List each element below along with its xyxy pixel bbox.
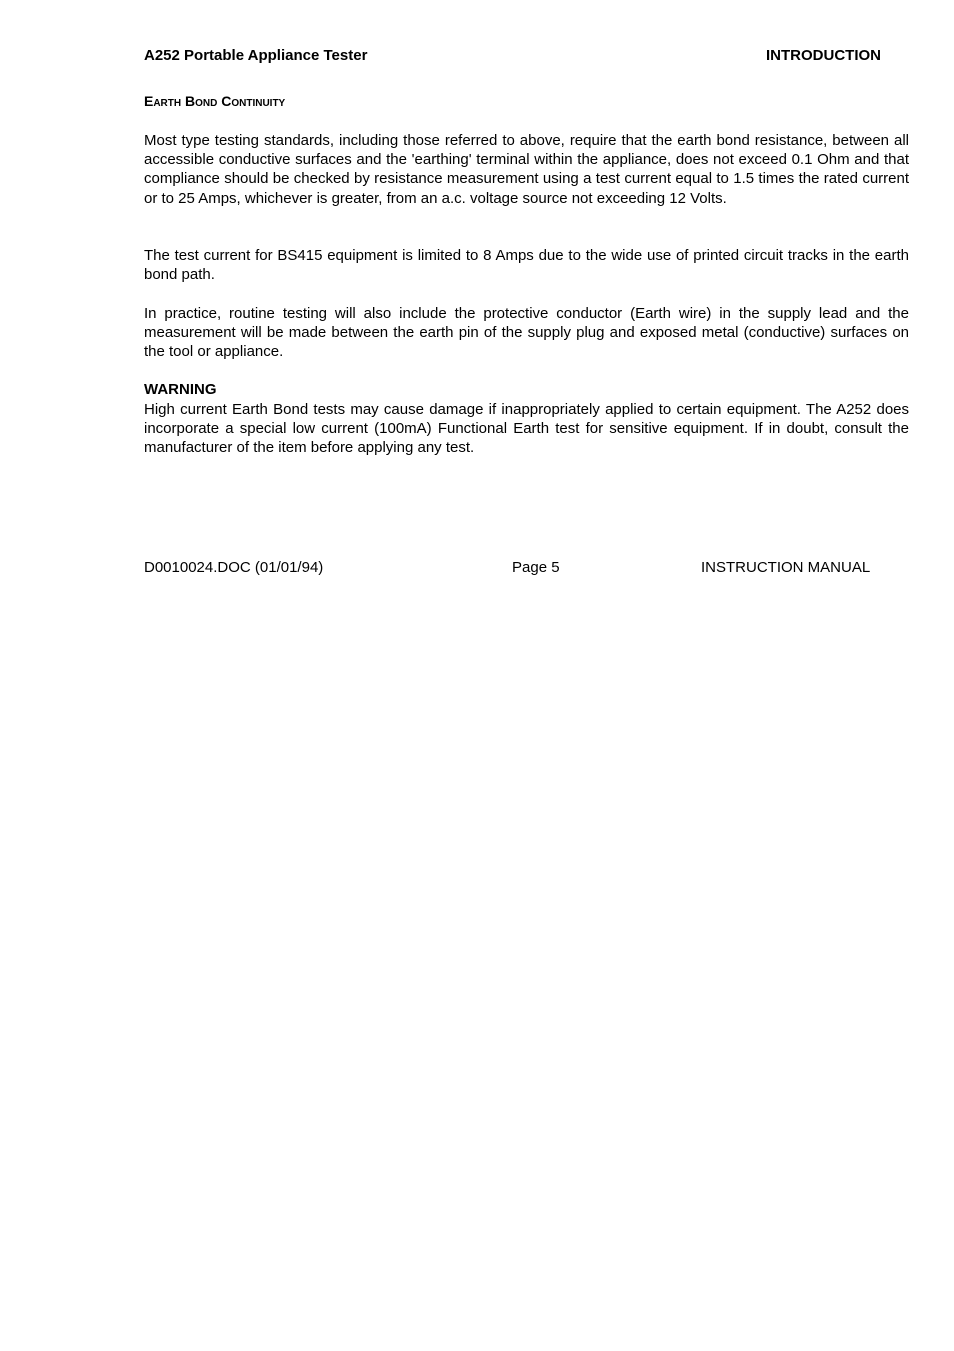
section-title: Earth Bond Continuity xyxy=(144,93,286,109)
footer-page-number: Page 5 xyxy=(512,559,560,576)
header-title: A252 Portable Appliance Tester xyxy=(144,47,368,64)
warning-text: High current Earth Bond tests may cause damage if inappropriately applied to certain equipment. The A252 does incorporate a special low current (100mA) Functional Earth test for sensitive equipment. If in doubt, consult the manufacturer of the item before applying any test. xyxy=(144,401,909,457)
header-section: INTRODUCTION xyxy=(766,47,881,64)
paragraph-earth-bond-standards: Most type testing standards, including those referred to above, require that the earth bond resistance, between all accessible conductive surfaces and the 'earthing' terminal within the appliance, does not exceed 0.1 Ohm and that compliance should be checked by resistance measurement using a test current equal to 1.5 times the rated current or to 25 Amps, whichever is greater, from an a.c. voltage source not exceeding 12 Volts. xyxy=(144,132,909,207)
warning-title: WARNING xyxy=(144,381,217,398)
footer-doc-ref: D0010024.DOC (01/01/94) xyxy=(144,559,324,576)
footer-manual-label: INSTRUCTION MANUAL xyxy=(701,559,871,576)
paragraph-routine-testing: In practice, routine testing will also include the protective conductor (Earth wire) in the supply lead and the measurement will be made between the earth pin of the supply plug and exposed metal (conductive) surfaces on the tool or appliance. xyxy=(144,305,909,361)
paragraph-bs415-current: The test current for BS415 equipment is limited to 8 Amps due to the wide use of printed circuit tracks in the earth bond path. xyxy=(144,247,909,284)
